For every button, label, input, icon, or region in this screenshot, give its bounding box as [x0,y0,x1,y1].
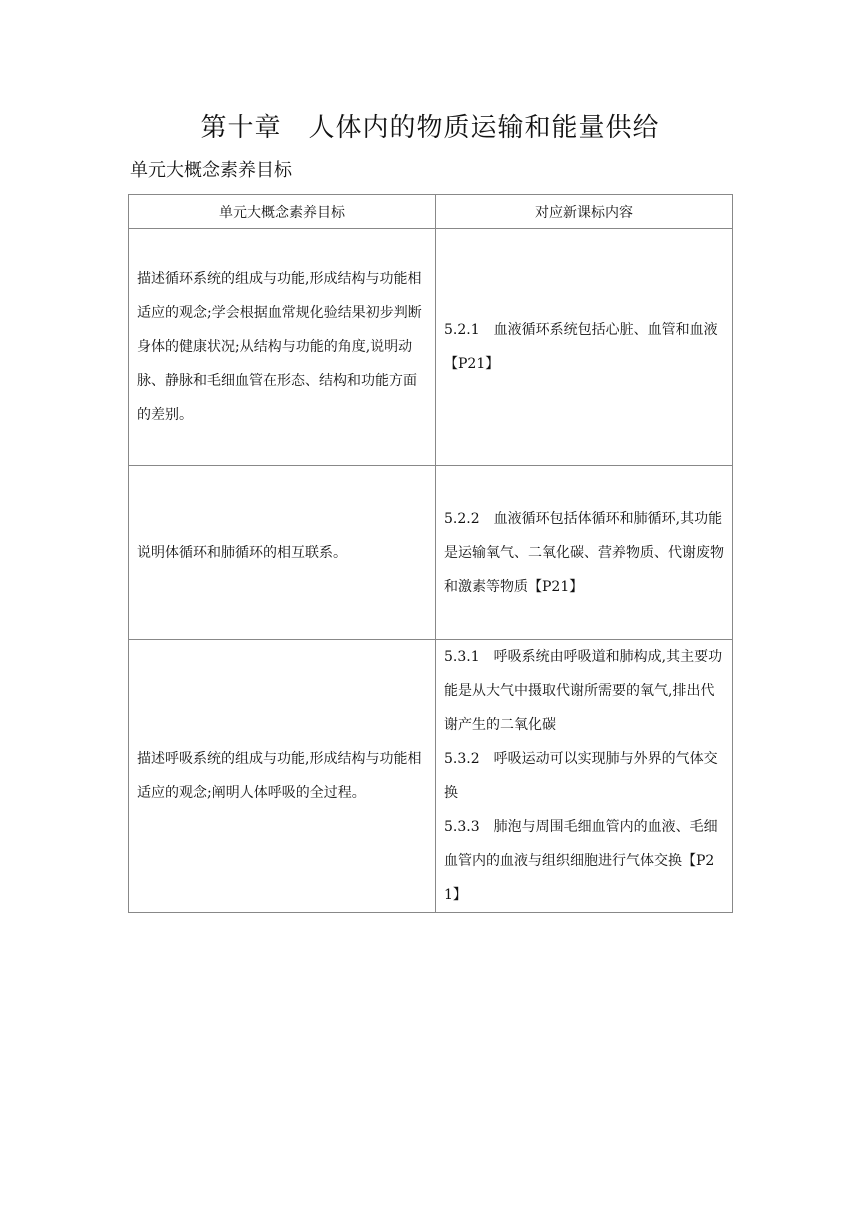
table-row [129,466,733,640]
standard-cell [436,466,733,640]
standard-cell [436,229,733,466]
standard-text: 5.3.3 肺泡与周围毛细血管内的血液、毛细血管内的血液与组织细胞进行气体交换【P21】 [444,819,718,903]
table-row [129,229,733,466]
standard-cell [436,640,733,913]
page-title: 第十章 人体内的物质运输和能量供给 [200,113,660,143]
header-goal: 单元大概念素养目标 [129,195,436,229]
standard-text: 5.2.2 血液循环包括体循环和肺循环,其功能是运输氧气、二氧化碳、营养物质、代谢废物和激素等物质【P21】 [444,510,724,595]
header-standard: 对应新课标内容 [436,195,733,229]
standard-text: 5.3.2 呼吸运动可以实现肺与外界的气体交换 [444,751,718,801]
table-row [129,640,733,913]
goal-text: 说明体循环和肺循环的相互联系。 [137,544,347,561]
table-header-row [129,195,733,229]
standard-text: 5.2.1 血液循环系统包括心脏、血管和血液【P21】 [444,322,718,372]
goal-text: 描述呼吸系统的组成与功能,形成结构与功能相适应的观念;阐明人体呼吸的全过程。 [137,751,422,801]
standard-text: 5.3.1 呼吸系统由呼吸道和肺构成,其主要功能是从大气中摄取代谢所需要的氧气,排出代谢产生的二氧化碳 [444,649,723,733]
goal-cell [129,640,436,913]
goal-text: 描述循环系统的组成与功能,形成结构与功能相适应的观念;学会根据血常规化验结果初步判断身体的健康状况;从结构与功能的角度,说明动脉、静脉和毛细血管在形态、结构和功能方面的差别。 [137,271,422,423]
section-subtitle: 单元大概念素养目标 [130,160,292,181]
goals-table [128,194,733,913]
goal-cell [129,229,436,466]
goal-cell [129,466,436,640]
